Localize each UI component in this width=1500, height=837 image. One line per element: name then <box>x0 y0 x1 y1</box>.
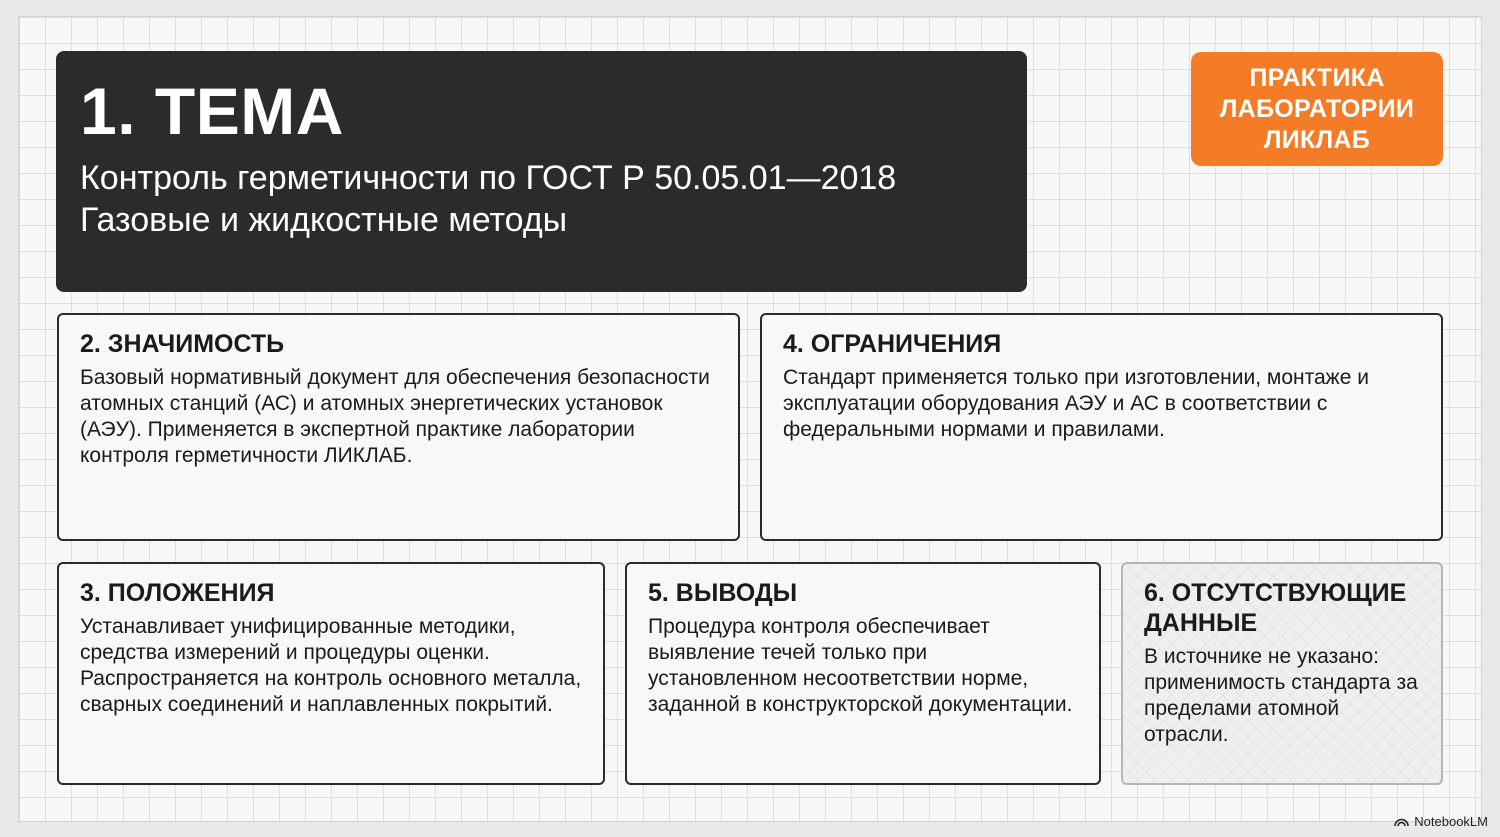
topic-subtitle-line-2: Газовые и жидкостные методы <box>80 201 568 239</box>
badge-line-1: ПРАКТИКА <box>1249 63 1385 92</box>
significance-heading: 2. ЗНАЧИМОСТЬ <box>80 330 285 358</box>
missing-data-card <box>1121 562 1443 785</box>
notebooklm-logo-icon <box>1394 816 1409 827</box>
notebooklm-label: NotebookLM <box>1414 814 1488 829</box>
provisions-card <box>57 562 605 785</box>
conclusions-card <box>625 562 1101 785</box>
limitations-text: Стандарт применяется только при изготовлении, монтаже и эксплуатации оборудования АЭУ и АС в соответствии с федеральными нормами и правилами. <box>783 366 1369 441</box>
limitations-heading: 4. ОГРАНИЧЕНИЯ <box>783 330 1002 358</box>
limitations-card <box>760 313 1443 541</box>
badge-line-3: ЛИКЛАБ <box>1263 125 1371 154</box>
conclusions-heading: 5. ВЫВОДЫ <box>648 579 798 607</box>
topic-title-block <box>56 51 1027 292</box>
significance-card <box>57 313 740 541</box>
lab-practice-badge <box>1191 52 1443 166</box>
conclusions-text: Процедура контроля обеспечивает выявление течей только при установленном несоответствии норме, заданной в конструкторской документации. <box>648 615 1073 716</box>
provisions-heading: 3. ПОЛОЖЕНИЯ <box>80 579 275 607</box>
missing-data-text: В источнике не указано: применимость стандарта за пределами атомной отрасли. <box>1144 645 1418 746</box>
notebooklm-watermark <box>1394 814 1488 829</box>
missing-data-heading: 6. ОТСУТСТВУЮЩИЕ ДАННЫЕ <box>1144 579 1407 637</box>
provisions-text: Устанавливает унифицированные методики, средства измерений и процедуры оценки. Распространяется на контроль основного металла, сварных соединений и наплавленных покрытий. <box>80 615 582 716</box>
topic-subtitle-line-1: Контроль герметичности по ГОСТ Р 50.05.01—2018 <box>80 159 897 197</box>
significance-text: Базовый нормативный документ для обеспечения безопасности атомных станций (АС) и атомных энергетических установок (АЭУ). Применяется в экспертной практике лаборатории контроля герметичности ЛИКЛАБ. <box>80 366 710 467</box>
topic-title: 1. ТЕМА <box>80 74 344 148</box>
badge-line-2: ЛАБОРАТОРИИ <box>1219 94 1415 123</box>
